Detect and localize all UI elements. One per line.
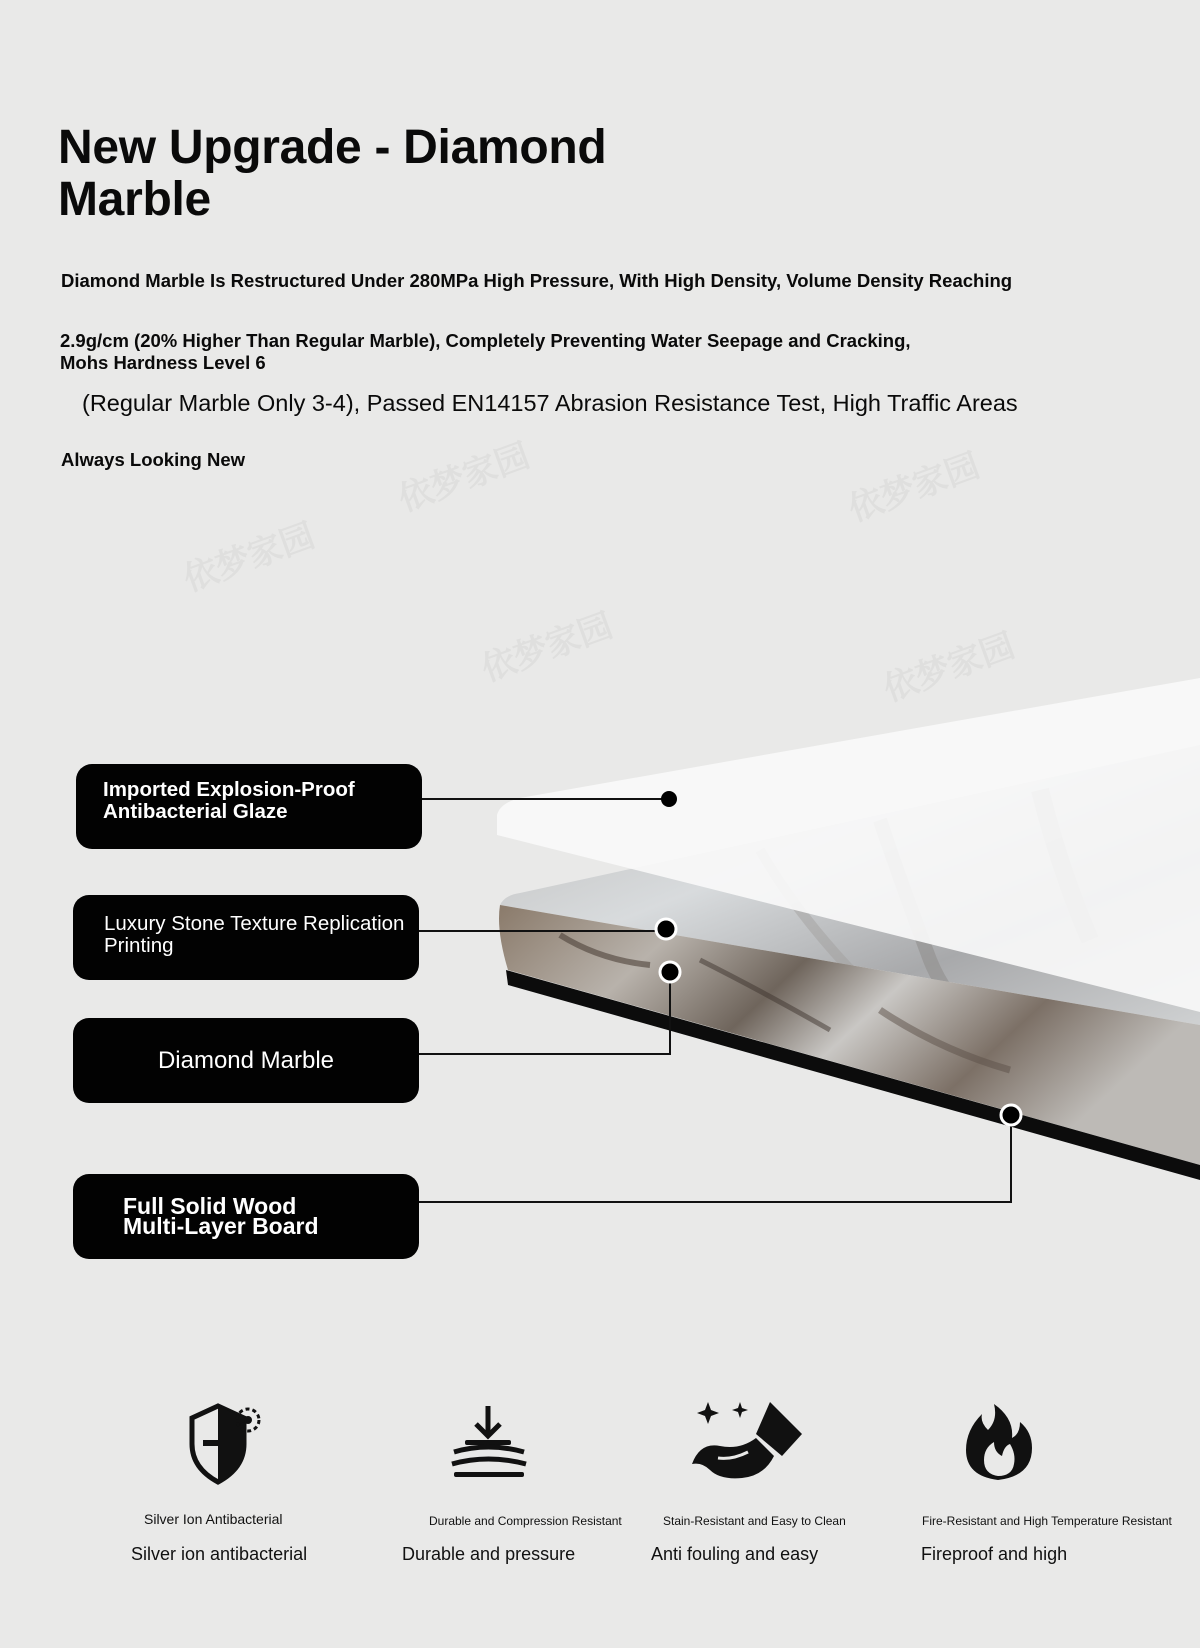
watermark: 依梦家园	[476, 605, 618, 690]
board-marker	[1001, 1105, 1021, 1125]
description-line-1: Diamond Marble Is Restructured Under 280MPa High Pressure, With High Density, Volume Density Reaching	[61, 270, 1013, 291]
layer-label-text: Full Solid Wood Multi-Layer Board	[123, 1193, 319, 1239]
cleaning-hand-sparkle-icon	[690, 1398, 804, 1482]
feature-subtitle: Fireproof and high	[921, 1544, 1068, 1564]
layer-label-text: Luxury Stone Texture Replication Printing	[104, 912, 405, 957]
shield-plus-icon	[186, 1398, 270, 1486]
layer-label-text: Imported Explosion-Proof Antibacterial Glaze	[103, 778, 355, 823]
description-line-3: (Regular Marble Only 3-4), Passed EN14157 Abrasion Resistance Test, High Traffic Areas	[82, 390, 1018, 416]
page-title: New Upgrade - Diamond Marble	[58, 121, 607, 226]
layer-label-texture	[73, 895, 419, 980]
feature-subtitle: Silver ion antibacterial	[131, 1544, 308, 1564]
feature-subtitle: Anti fouling and easy	[651, 1544, 819, 1564]
feature-title: Stain-Resistant and Easy to Clean	[663, 1514, 846, 1528]
watermark: 依梦家园	[843, 445, 985, 530]
description-line-4: Always Looking New	[61, 449, 246, 470]
feature-title: Fire-Resistant and High Temperature Resistant	[922, 1514, 1172, 1528]
texture-marker	[656, 919, 676, 939]
layer-label-glaze	[76, 764, 422, 849]
pressure-down-arrow-icon	[450, 1404, 530, 1480]
layer-label-text: Diamond Marble	[157, 1047, 335, 1074]
feature-title: Silver Ion Antibacterial	[144, 1511, 283, 1527]
marble-marker	[660, 962, 680, 982]
feature-title: Durable and Compression Resistant	[429, 1514, 622, 1528]
watermark: 依梦家园	[878, 625, 1020, 710]
layer-label-marble	[73, 1018, 419, 1103]
watermark: 依梦家园	[178, 515, 320, 600]
layer-label-board	[73, 1174, 419, 1259]
flame-icon	[962, 1402, 1038, 1482]
glaze-marker	[661, 791, 677, 807]
watermark: 依梦家园	[393, 435, 535, 520]
description-line-2: 2.9g/cm (20% Higher Than Regular Marble), Completely Preventing Water Seepage and Cracking, Mohs Hardness Level 6	[60, 330, 911, 373]
feature-subtitle: Durable and pressure	[402, 1544, 576, 1564]
